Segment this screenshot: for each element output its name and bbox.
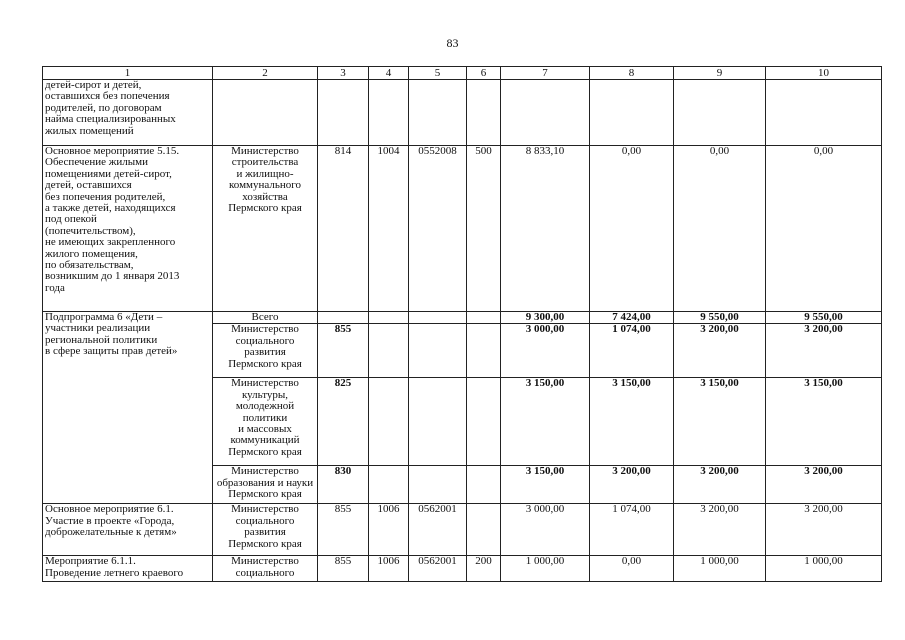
header-cell: 10 [766,67,882,80]
ministry-cell [213,466,318,504]
ministry-text: Министерство социального развития Пермского края [228,503,302,550]
amount-cell: 1 074,00 [590,324,674,378]
header-row [43,67,882,80]
table-cell [409,324,467,378]
amount-cell: 3 200,00 [766,466,882,504]
ministry-cell [213,556,318,582]
amount-cell: 3 200,00 [674,504,766,556]
header-cell: 6 [467,67,501,80]
budget-table [42,66,882,582]
amount-cell: 0,00 [590,556,674,582]
amount-cell: 3 000,00 [501,324,590,378]
code-cell: 814 [318,146,369,312]
table-cell [467,312,501,324]
ministry-text: Министерство культуры, молодежной политики и массовых коммуникаций Пермского края [228,377,302,458]
amount-cell: 3 200,00 [674,324,766,378]
table-cell [409,312,467,324]
description-text: Основное мероприятие 5.15. Обеспечение жилыми помещениями детей-сирот, детей, оставшихся без попечения родителей, а также детей, находящихся под опекой (попечительством), не имеющих закрепленного жилого помещения, по обязательствам, возникшим до 1 января 2013 года [45,145,180,294]
amount-cell: 9 550,00 [766,312,882,324]
ministry-cell [213,146,318,312]
amount-cell: 3 150,00 [501,378,590,466]
amount-cell: 1 000,00 [674,556,766,582]
table-cell [409,466,467,504]
amount-cell: 3 200,00 [766,504,882,556]
page-number: 83 [446,36,459,50]
amount-cell: 1 000,00 [501,556,590,582]
target-cell: 0552008 [409,146,467,312]
amount-cell: 3 150,00 [501,466,590,504]
description-text: Подпрограмма 6 «Дети – участники реализации региональной политики в сфере защиты прав детей» [45,311,178,358]
description-cell [43,556,213,582]
code-cell: 825 [318,378,369,466]
table-cell [369,466,409,504]
table-cell [369,312,409,324]
type-cell: 200 [467,556,501,582]
table-cell [501,80,590,146]
table-cell [467,324,501,378]
amount-cell: 8 833,10 [501,146,590,312]
amount-cell: 3 150,00 [766,378,882,466]
code-cell: 855 [318,324,369,378]
table-row [43,312,882,324]
table-cell [766,80,882,146]
target-cell: 0562001 [409,504,467,556]
description-cell [43,80,213,146]
header-cell: 2 [213,67,318,80]
table-cell [369,378,409,466]
table-cell [318,80,369,146]
amount-cell: 0,00 [590,146,674,312]
table-cell [318,312,369,324]
ministry-text: Министерство образования и науки Пермского края [216,465,314,501]
description-cell [43,312,213,504]
type-cell: 500 [467,146,501,312]
ministry-cell [213,324,318,378]
amount-cell: 7 424,00 [590,312,674,324]
table-cell [409,80,467,146]
amount-cell: 1 074,00 [590,504,674,556]
header-cell: 3 [318,67,369,80]
code-cell: 855 [318,556,369,582]
code-cell: 855 [318,504,369,556]
table-cell [590,80,674,146]
table-row [43,80,882,146]
amount-cell: 9 550,00 [674,312,766,324]
ministry-text: Министерство социального развития Пермского края [228,323,302,370]
header-cell: 8 [590,67,674,80]
section-cell: 1006 [369,504,409,556]
amount-cell: 3 000,00 [501,504,590,556]
section-cell: 1004 [369,146,409,312]
amount-cell: 9 300,00 [501,312,590,324]
table-cell [467,466,501,504]
amount-cell: 3 200,00 [766,324,882,378]
header-cell: 7 [501,67,590,80]
code-cell: 830 [318,466,369,504]
ministry-cell [213,378,318,466]
section-cell: 1006 [369,556,409,582]
description-text: детей-сирот и детей, оставшихся без попечения родителей, по договорам найма специализированных жилых помещений [45,79,176,137]
header-cell: 9 [674,67,766,80]
amount-cell: 1 000,00 [766,556,882,582]
table-cell [467,378,501,466]
ministry-cell: Всего [213,312,318,324]
table-row [43,146,882,312]
header-cell: 4 [369,67,409,80]
ministry-text: Министерство строительства и жилищно- коммунального хозяйства Пермского края [228,145,302,215]
table-cell [369,80,409,146]
amount-cell: 3 150,00 [590,378,674,466]
header-cell: 1 [43,67,213,80]
amount-cell: 3 200,00 [674,466,766,504]
table-cell [467,80,501,146]
description-cell [43,146,213,312]
amount-cell: 0,00 [674,146,766,312]
table-cell [213,80,318,146]
table-cell [674,80,766,146]
header-cell: 5 [409,67,467,80]
amount-cell: 3 150,00 [674,378,766,466]
table-row [43,556,882,582]
description-cell [43,504,213,556]
table-row [43,504,882,556]
target-cell: 0562001 [409,556,467,582]
table-cell [409,378,467,466]
amount-cell: 3 200,00 [590,466,674,504]
ministry-text: Министерство социального [231,555,299,579]
type-cell [467,504,501,556]
description-text: Мероприятие 6.1.1. Проведение летнего краевого [45,555,184,579]
ministry-cell [213,504,318,556]
table-cell [369,324,409,378]
description-text: Основное мероприятие 6.1. Участие в проекте «Города, доброжелательные к детям» [45,503,177,539]
amount-cell: 0,00 [766,146,882,312]
